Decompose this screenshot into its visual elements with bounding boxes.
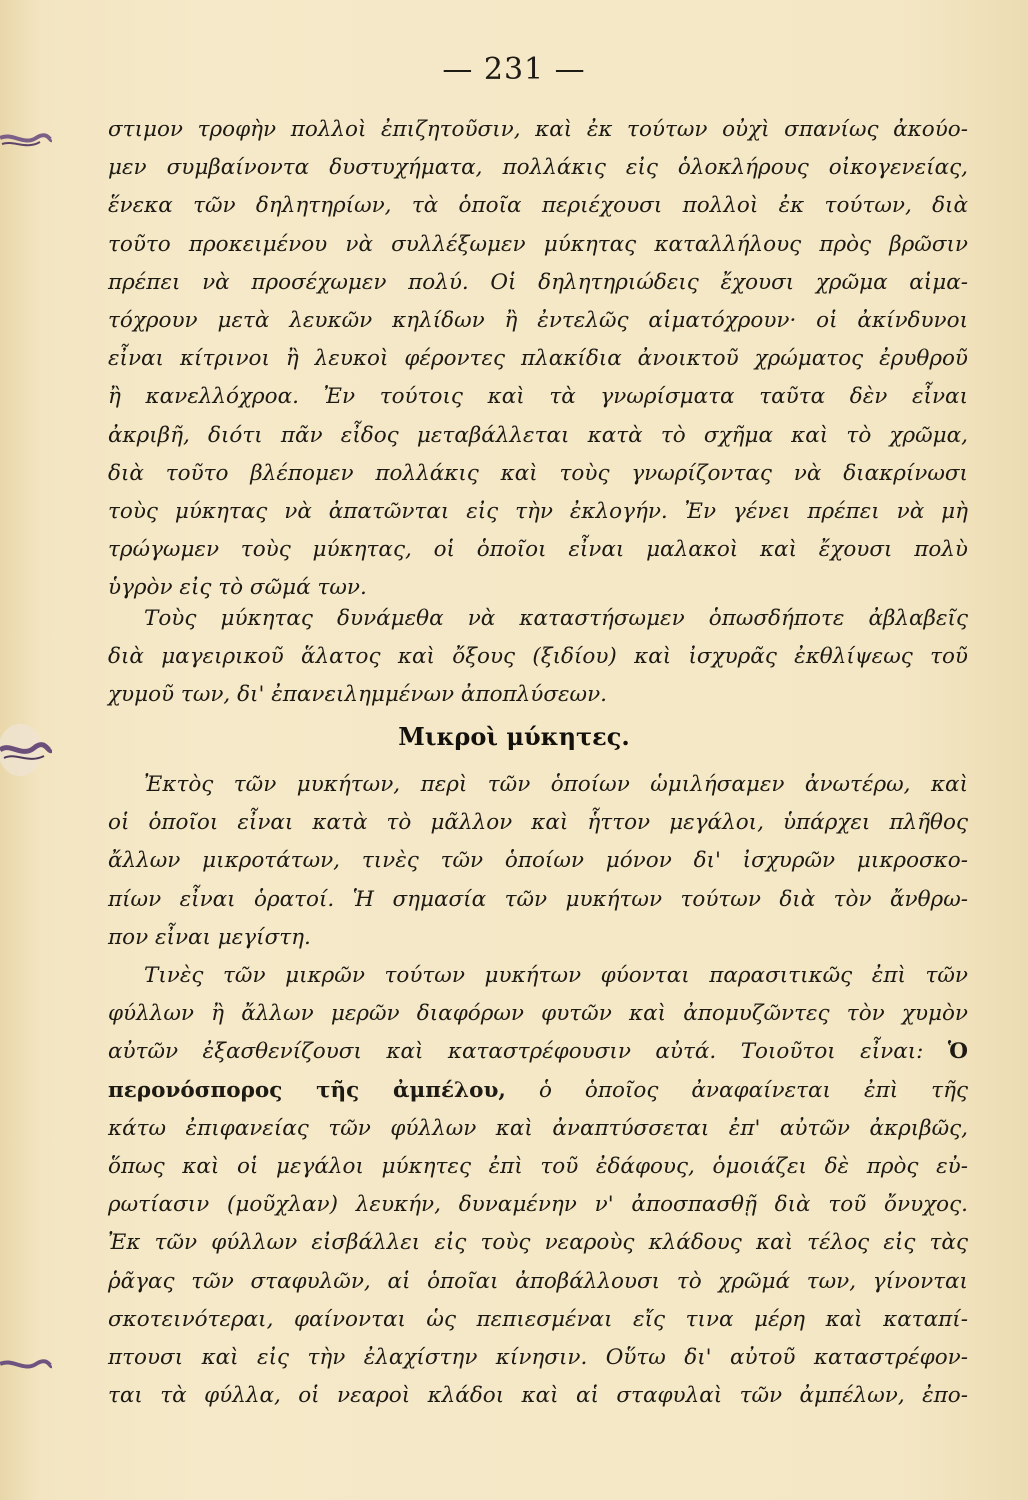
text-line: ἀκριβῆ, διότι πᾶν εἶδος μεταβάλλεται κατὰ τὸ σχῆμα καὶ τὸ χρῶμα, — [108, 422, 968, 448]
paragraph-3 — [108, 766, 968, 957]
bold-term: Ὁ — [947, 1039, 968, 1065]
text-line: κάτω ἐπιφανείας τῶν φύλλων καὶ ἀναπτύσσεται ἐπ' αὐτῶν ἀκριβῶς, — [108, 1115, 968, 1141]
binding-thread-top — [0, 128, 52, 154]
text-segment: αὐτῶν ἐξασθενίζουσι καὶ καταστρέφουσιν αὐτά. Τοιοῦτοι εἶναι: — [108, 1039, 924, 1065]
text-line: ἄλλων μικροτάτων, τινὲς τῶν ὁποίων μόνον δι' ἰσχυρῶν μικροσκο- — [108, 848, 968, 874]
paragraph-1 — [108, 111, 968, 607]
text-line — [108, 1072, 968, 1110]
text-line: ρωτίασιν (μοῦχλαν) λευκήν, δυναμένην ν' ἀποσπασθῇ διὰ τοῦ ὄνυχος. — [108, 1192, 968, 1218]
text-line: πίων εἶναι ὁρατοί. Ἡ σημασία τῶν μυκήτων τούτων διὰ τὸν ἄνθρω- — [108, 886, 968, 912]
text-line: ται τὰ φύλλα, οἱ νεαροὶ κλάδοι καὶ αἱ σταφυλαὶ τῶν ἀμπέλων, ἐπο- — [108, 1383, 968, 1409]
text-line: χυμοῦ των, δι' ἐπανειλημμένων ἀποπλύσεων. — [108, 682, 607, 708]
text-line: πτουσι καὶ εἰς τὴν ἐλαχίστην κίνησιν. Οὕτω δι' αὐτοῦ καταστρέφον- — [108, 1344, 968, 1370]
text-line: τόχρουν μετὰ λευκῶν κηλίδων ἢ ἐντελῶς αἱματόχρουν· οἱ ἀκίνδυνοι — [108, 307, 968, 333]
text-line: ὅπως καὶ οἱ μεγάλοι μύκητες ἐπὶ τοῦ ἐδάφους, ὁμοιάζει δὲ πρὸς εὐ- — [108, 1153, 968, 1179]
text-segment: ὁ ὁποῖος ἀναφαίνεται ἐπὶ τῆς — [538, 1077, 968, 1103]
text-line: μεν συμβαίνοντα δυστυχήματα, πολλάκις εἰς ὁλοκλήρους οἰκογενείας, — [108, 155, 968, 181]
page-number: — 231 — — [442, 52, 586, 87]
text-line: πον εἶναι μεγίστη. — [108, 924, 311, 950]
text-line: φύλλων ἢ ἄλλων μερῶν διαφόρων φυτῶν καὶ ἀπομυζῶντες τὸν χυμὸν — [108, 1001, 968, 1027]
text-line: Ἐκ τῶν φύλλων εἰσβάλλει εἰς τοὺς νεαροὺς κλάδους καὶ τέλος εἰς τὰς — [108, 1230, 968, 1256]
text-line: στιμον τροφὴν πολλοὶ ἐπιζητοῦσιν, καὶ ἐκ τούτων οὐχὶ σπανίως ἀκούο- — [108, 117, 968, 142]
text-line: τοὺς μύκητας νὰ ἀπατῶνται εἰς τὴν ἐκλογήν. Ἐν γένει πρέπει νὰ μὴ — [108, 498, 968, 524]
text-line: Τοὺς μύκητας δυνάμεθα νὰ καταστήσωμεν ὁπωσδήποτε ἀβλαβεῖς — [144, 606, 968, 631]
text-line: εἶναι κίτρινοι ἢ λευκοὶ φέροντες πλακίδια ἀνοικτοῦ χρώματος ἐρυθροῦ — [108, 346, 968, 372]
section-heading: Μικροὶ μύκητες. — [398, 722, 630, 751]
text-line: σκοτεινότεραι, φαίνονται ὡς πεπιεσμέναι εἴς τινα μέρη καὶ καταπί- — [108, 1306, 968, 1332]
text-line: ἢ κανελλόχροα. Ἐν τούτοις καὶ τὰ γνωρίσματα ταῦτα δὲν εἶναι — [108, 384, 968, 410]
text-line: Ἐκτὸς τῶν μυκήτων, περὶ τῶν ὁποίων ὡμιλήσαμεν ἀνωτέρω, καὶ — [144, 772, 968, 797]
text-line: διὰ μαγειρικοῦ ἅλατος καὶ ὄξους (ξιδίου) καὶ ἰσχυρᾶς ἐκθλίψεως τοῦ — [108, 644, 968, 670]
bold-term: περονόσπορος τῆς ἀμπέλου, — [108, 1077, 506, 1103]
paragraph-4 — [108, 957, 968, 1415]
text-line: ἕνεκα τῶν δηλητηρίων, τὰ ὁποῖα περιέχουσι πολλοὶ ἐκ τούτων, διὰ — [108, 193, 968, 219]
paragraph-2 — [108, 600, 968, 715]
text-line — [108, 1033, 968, 1071]
binding-thread-bottom — [0, 1352, 52, 1378]
text-line: ὑγρὸν εἰς τὸ σῶμά των. — [108, 575, 367, 601]
text-line: ῥᾶγας τῶν σταφυλῶν, αἱ ὁποῖαι ἀποβάλλουσι τὸ χρῶμά των, γίνονται — [108, 1268, 968, 1294]
text-line: οἱ ὁποῖοι εἶναι κατὰ τὸ μᾶλλον καὶ ἧττον μεγάλοι, ὑπάρχει πλῆθος — [108, 810, 968, 836]
text-line: πρέπει νὰ προσέχωμεν πολύ. Οἱ δηλητηριώδεις ἔχουσι χρῶμα αἱμα- — [108, 269, 968, 295]
text-line: τοῦτο προκειμένου νὰ συλλέξωμεν μύκητας καταλλήλους πρὸς βρῶσιν — [108, 231, 968, 257]
text-line: διὰ τοῦτο βλέπομεν πολλάκις καὶ τοὺς γνωρίζοντας νὰ διακρίνωσι — [108, 460, 968, 486]
text-line: Τινὲς τῶν μικρῶν τούτων μυκήτων φύονται παρασιτικῶς ἐπὶ τῶν — [144, 963, 968, 988]
text-line: τρώγωμεν τοὺς μύκητας, οἱ ὁποῖοι εἶναι μαλακοὶ καὶ ἔχουσι πολὺ — [108, 537, 968, 563]
